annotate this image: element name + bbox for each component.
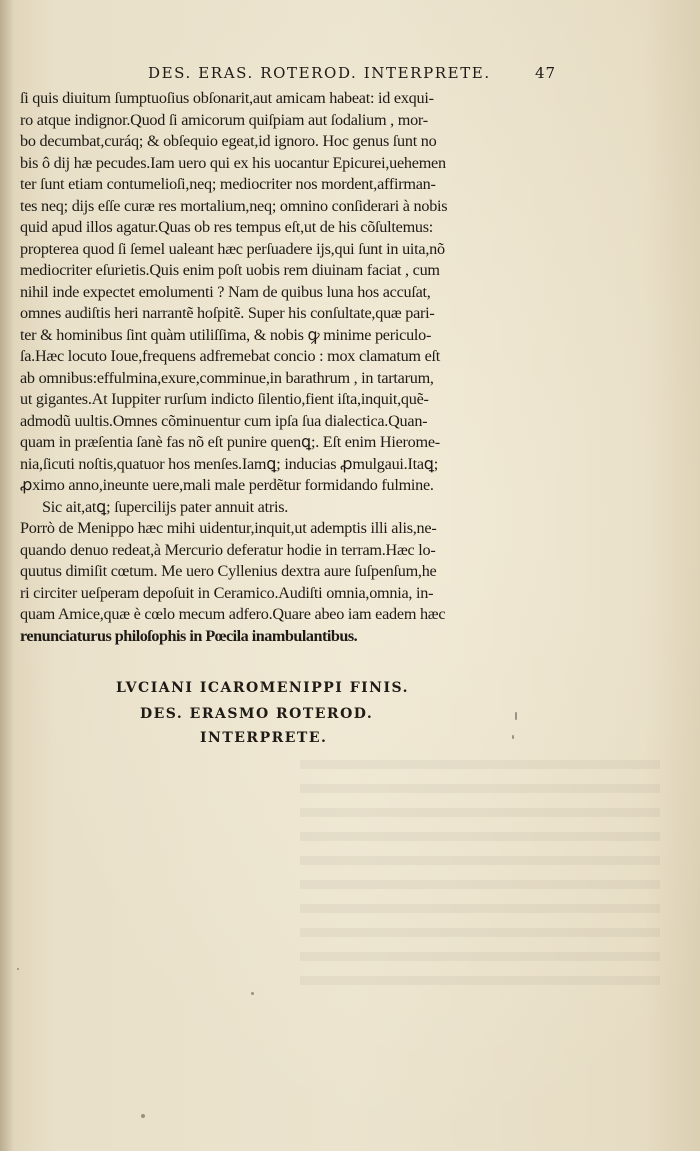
text-line: omnes audiſtis heri narrantẽ hoſpitẽ. Super his conſultate,quæ pari-: [20, 304, 435, 322]
paper-speck: [251, 992, 254, 995]
body-text: [20, 88, 525, 647]
text-line: nihil inde expectet emolumenti ? Nam de quibus luna hos accuſat,: [20, 282, 431, 301]
text-line: ꝓximo anno,ineunte uere,mali male perdẽtur formidando fulmine.: [20, 476, 434, 494]
paper-speck: [515, 712, 517, 720]
text-line: ab omnibus:effulmina,exure,comminue,in barathrum , in tartarum,: [20, 368, 434, 387]
colophon-line: DES. ERASMO ROTEROD.: [140, 706, 374, 722]
text-line: ter ſunt etiam contumelioſi,neq; mediocriter nos mordent,affirman-: [20, 175, 436, 193]
colophon-line: LVCIANI ICAROMENIPPI FINIS.: [116, 680, 410, 696]
running-head: [148, 64, 568, 86]
text-line: ſi quis diuitum ſumptuoſius obſonarit,aut amicam habeat: id exqui-: [20, 89, 434, 107]
text-line: ſa.Hæc locuto Ioue,frequens adfremebat concio : mox clamatum eſt: [20, 347, 441, 365]
gutter-shadow: [0, 0, 14, 1151]
running-head-title: DES. ERAS. ROTEROD. INTERPRETE.: [148, 64, 491, 82]
text-line: admodũ uultis.Omnes cõminuentur cum ipſa ſua dialectica.Quan-: [20, 411, 428, 430]
text-line: ter & hominibus ſint quàm utiliſſima, & nobis ꝙ minime periculo-: [20, 325, 432, 344]
colophon-line: INTERPRETE.: [200, 730, 328, 746]
text-line: quam in præſentia ſanè fas nõ eſt punire quenꝗ;. Eſt enim Hierome-: [20, 433, 440, 451]
text-line: mediocriter eſurietis.Quis enim poſt uobis rem diuinam faciat , cum: [20, 261, 440, 279]
show-through-ink: [300, 760, 660, 990]
verse-line: Sic ait,atꝗ; ſupercilijs pater annuit atris.: [42, 497, 289, 516]
paper-speck: [512, 735, 514, 739]
paper-speck: [17, 968, 19, 970]
text-line: quam Amice,quæ è cœlo mecum adfero.Quare abeo iam eadem hæc: [20, 605, 446, 623]
text-line: ut gigantes.At Iuppiter rurſum indicto ſilentio,fient iſta,inquit,quẽ-: [20, 390, 429, 408]
text-line: quando denuo redeat,à Mercurio deferatur hodie in terram.Hæc lo-: [20, 540, 436, 559]
text-line: bo decumbat,curáq; & obſequio egeat,id ignoro. Hoc genus ſunt no: [20, 132, 437, 150]
page-number: 47: [535, 64, 557, 82]
text-line: ri circiter ueſperam depoſuit in Ceramico.Audiſti omnia,omnia, in-: [20, 583, 434, 602]
text-line: quutus dimiſit cœtum. Me uero Cyllenius dextra aure ſuſpenſum,he: [20, 562, 437, 580]
text-line: quid apud illos agatur.Quas ob res tempus eſt,ut de his cõſultemus:: [20, 218, 434, 236]
text-line: nia,ſicuti noſtis,quatuor hos menſes.Iamꝗ; inducias ꝓmulgaui.Itaꝗ;: [20, 454, 439, 473]
text-line: renunciaturus philoſophis in Pœcila inambulantibus.: [20, 626, 358, 645]
text-line: Porrò de Menippo hæc mihi uidentur,inquit,ut ademptis illi alis,ne-: [20, 519, 437, 537]
text-line: bis ô dij hæ pecudes.Iam uero qui ex his uocantur Epicurei,uehemen: [20, 153, 446, 172]
text-line: ro atque indignor.Quod ſi amicorum quiſpiam aut ſodalium , mor-: [20, 110, 428, 129]
text-line: tes neq; dijs eſſe curæ res mortalium,neq; omnino conſiderari à nobis: [20, 196, 448, 215]
text-line: propterea quod ſi ſemel ualeant hæc perſuadere ijs,qui ſunt in uita,nõ: [20, 239, 445, 258]
paper-speck: [141, 1114, 145, 1118]
